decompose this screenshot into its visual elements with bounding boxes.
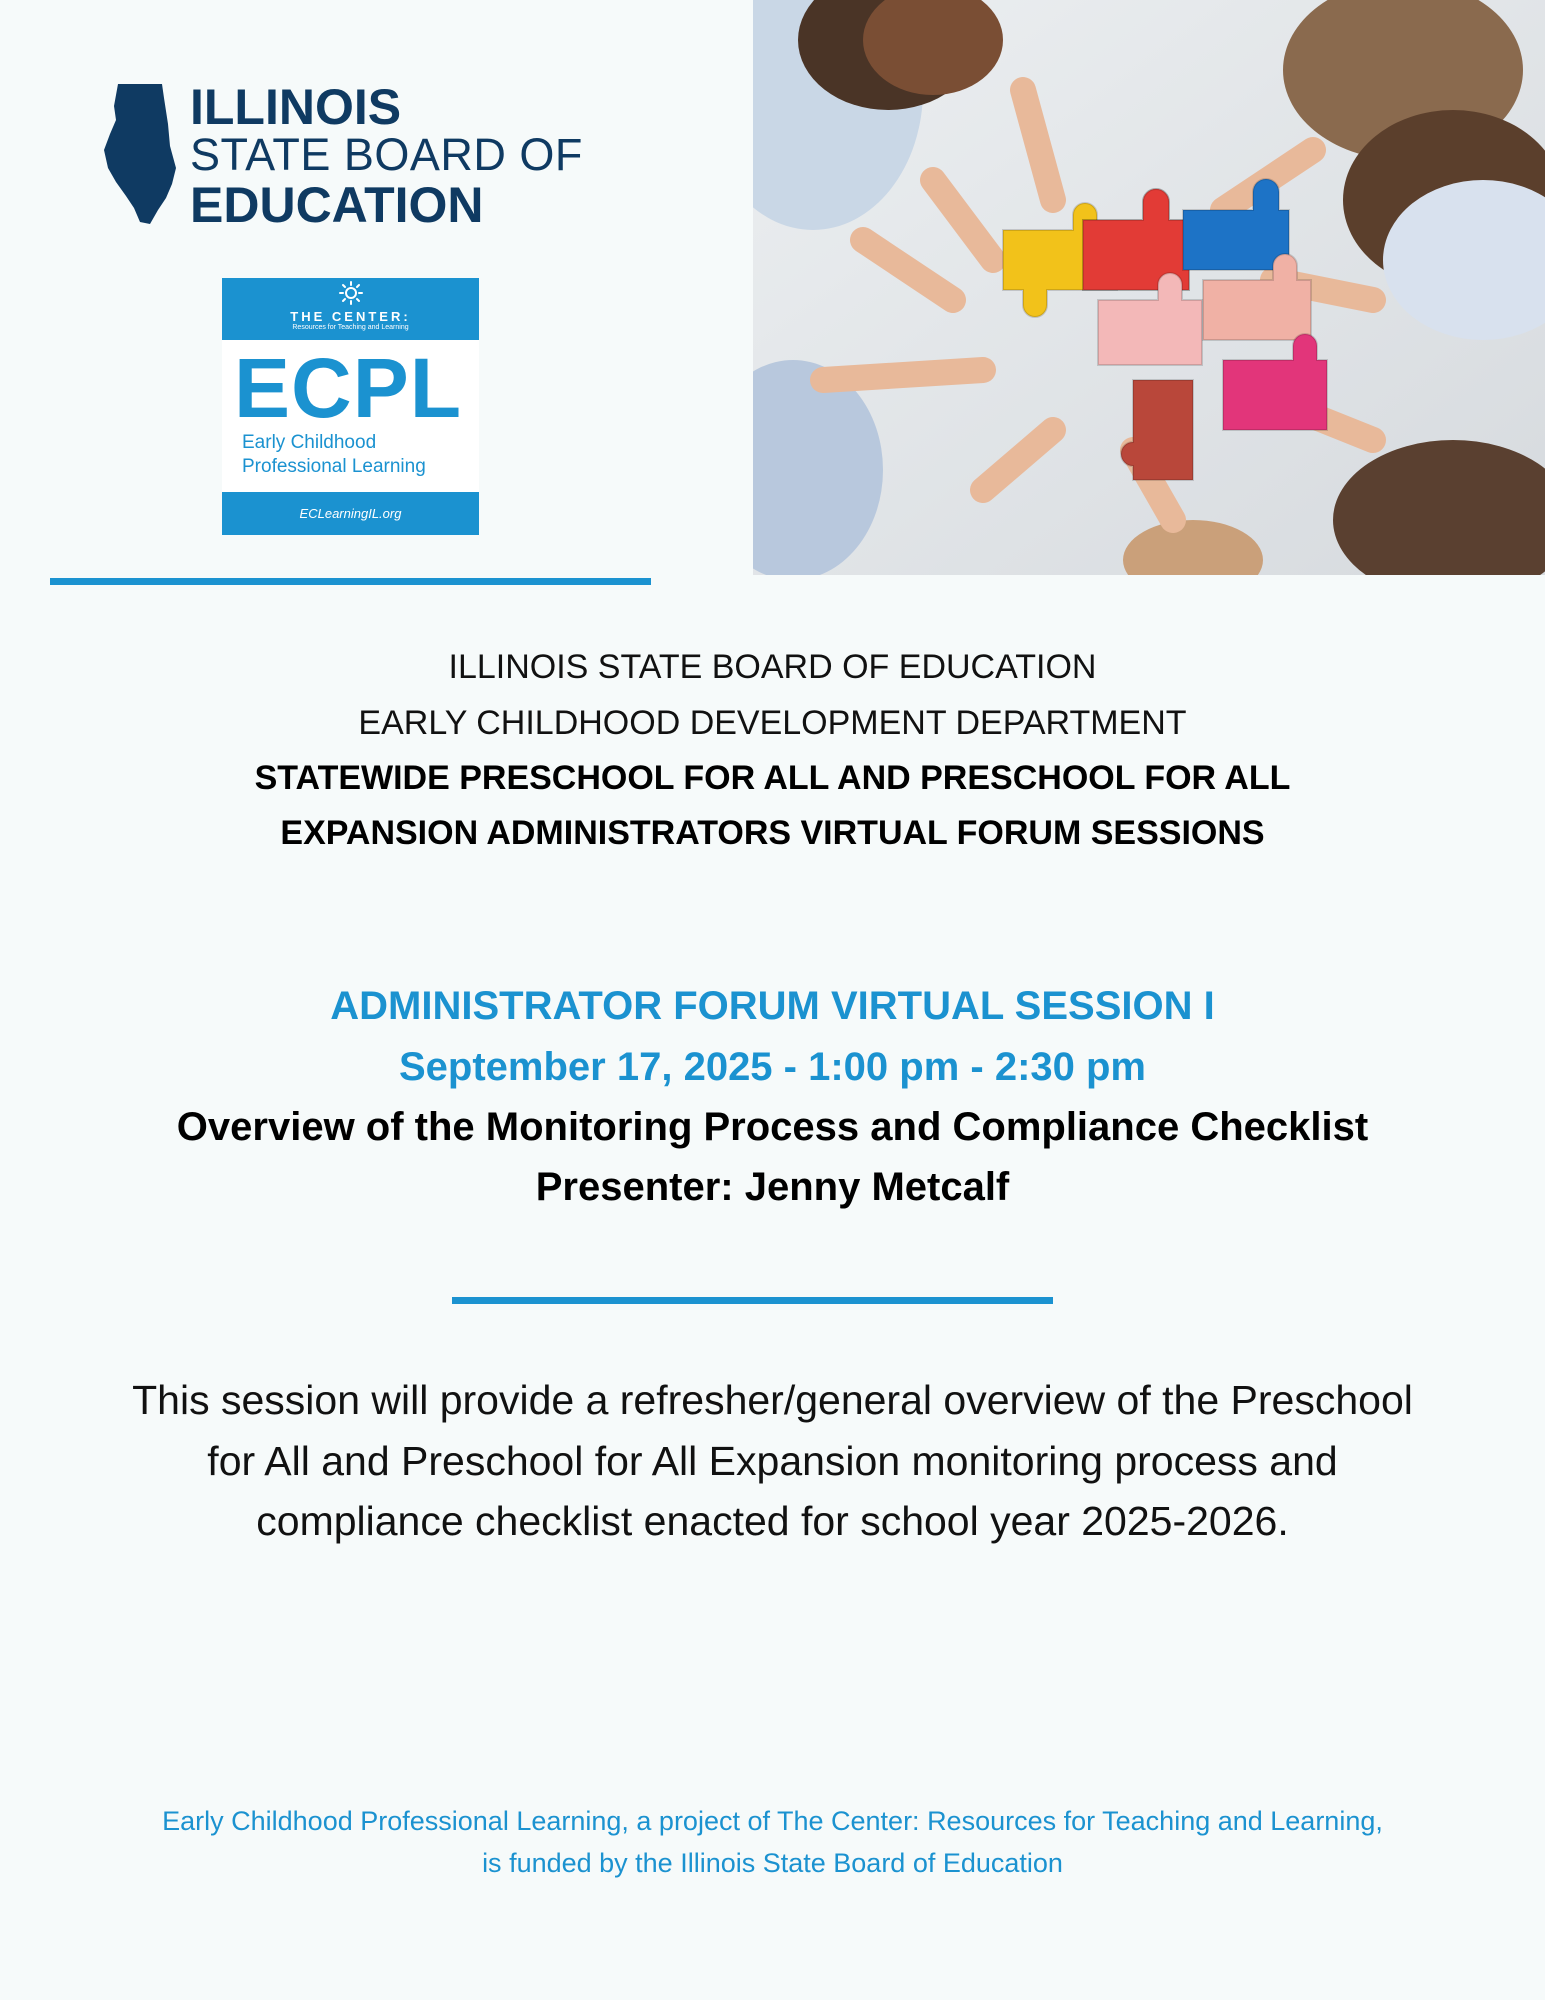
ecpl-center-title: THE CENTER: <box>290 309 411 324</box>
children-puzzle-photo <box>753 0 1545 575</box>
description-line1: This session will provide a refresher/general overview of the Preschool <box>132 1377 1413 1423</box>
ecpl-logo <box>222 278 479 535</box>
session-presenter: Presenter: Jenny Metcalf <box>535 1165 1010 1209</box>
description-line3: compliance checklist enacted for school year 2025-2026. <box>256 1498 1289 1544</box>
header-department: EARLY CHILDHOOD DEVELOPMENT DEPARTMENT <box>358 704 1187 742</box>
ecpl-logo-header <box>222 278 479 340</box>
header-agency: ILLINOIS STATE BOARD OF EDUCATION <box>448 648 1097 686</box>
ecpl-subtitle-line1: Early Childhood <box>242 432 377 453</box>
isbe-logo-line2: STATE BOARD OF <box>190 129 583 180</box>
ecpl-website: ECLearningIL.org <box>222 492 479 535</box>
session-datetime: September 17, 2025 - 1:00 pm - 2:30 pm <box>399 1045 1146 1089</box>
header-program-line2: EXPANSION ADMINISTRATORS VIRTUAL FORUM SESSIONS <box>280 814 1265 852</box>
footer-line2: is funded by the Illinois State Board of Education <box>482 1848 1063 1878</box>
isbe-logo-line3: EDUCATION <box>190 177 484 233</box>
isbe-logo <box>104 79 604 233</box>
description-line2: for All and Preschool for All Expansion monitoring process and <box>207 1438 1338 1484</box>
header-program-line1: STATEWIDE PRESCHOOL FOR ALL AND PRESCHOOL FOR ALL <box>254 759 1291 797</box>
session-topic: Overview of the Monitoring Process and Compliance Checklist <box>176 1105 1369 1149</box>
ecpl-subtitle-line2: Professional Learning <box>242 456 426 477</box>
isbe-logo-line1: ILLINOIS <box>190 79 402 135</box>
middle-divider <box>452 1297 1053 1304</box>
session-title: ADMINISTRATOR FORUM VIRTUAL SESSION I <box>330 984 1215 1028</box>
top-divider <box>50 578 651 585</box>
ecpl-acronym: ECPL <box>234 341 463 435</box>
ecpl-center-subtitle: Resources for Teaching and Learning <box>292 324 409 331</box>
footer-line1: Early Childhood Professional Learning, a project of The Center: Resources for Teaching and Learning, <box>162 1806 1383 1836</box>
illinois-state-icon <box>104 84 182 226</box>
sun-icon <box>339 281 363 305</box>
